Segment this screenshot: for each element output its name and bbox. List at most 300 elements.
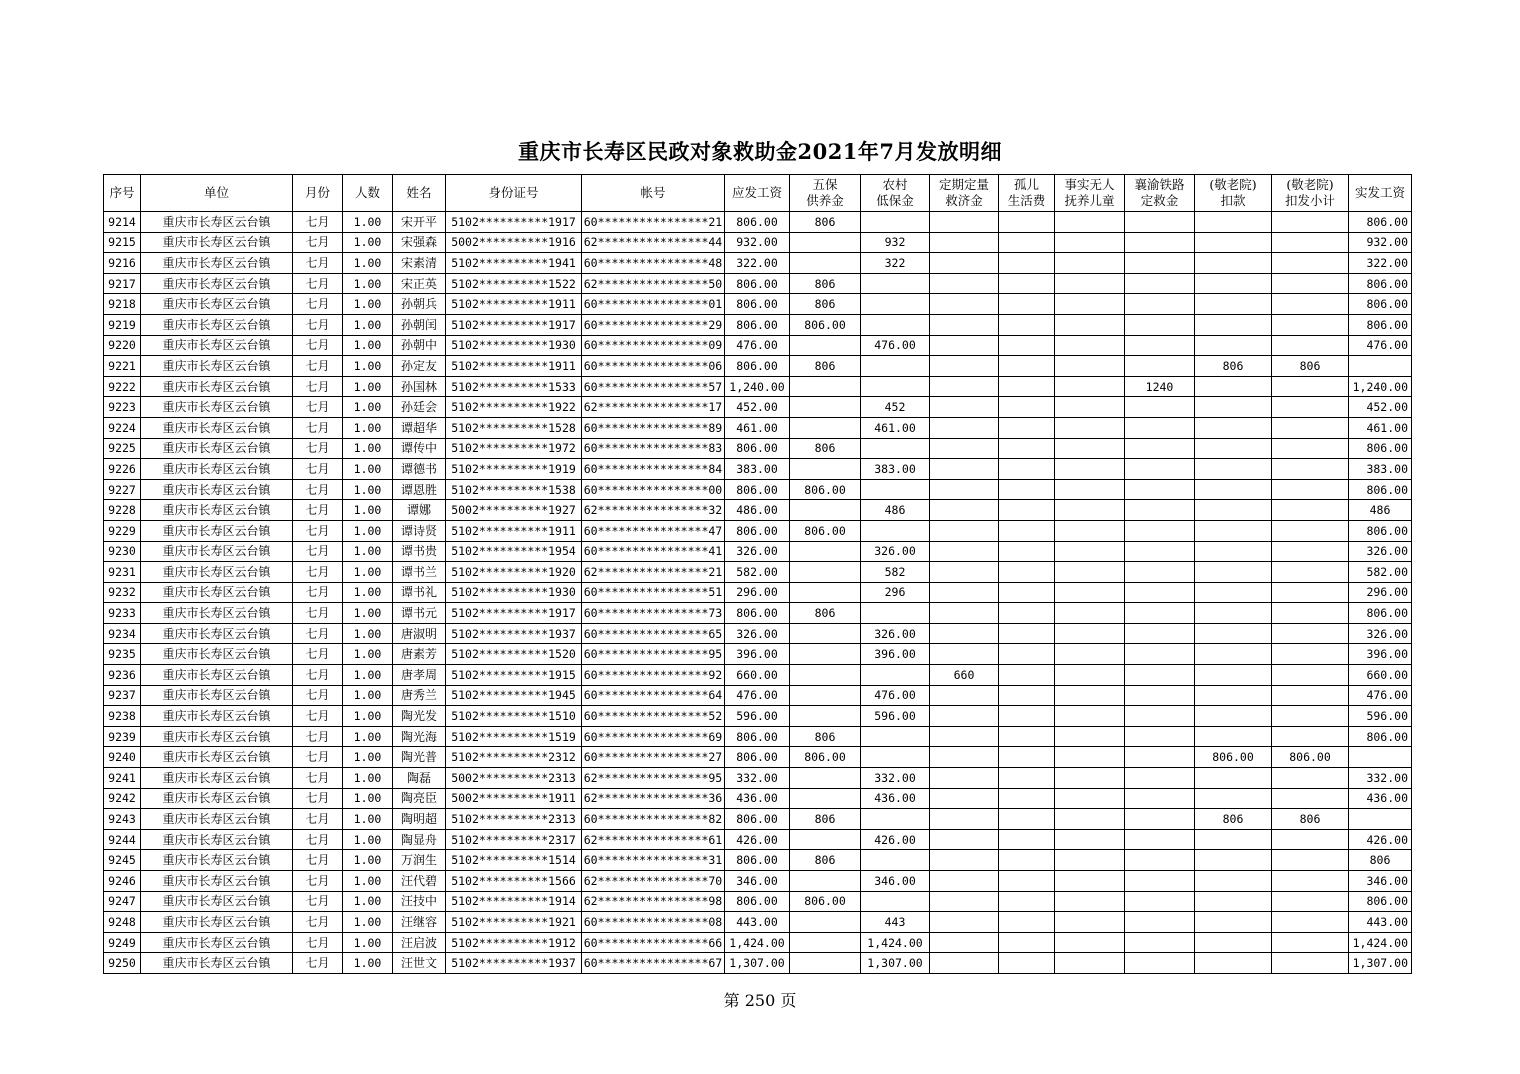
table-row: [104, 562, 1412, 583]
cell-nursing-deduction: 806: [1195, 356, 1272, 377]
cell-net-pay: 346.00: [1349, 871, 1412, 892]
cell-id-number: 5002**********1916: [446, 232, 582, 253]
cell-wubao: 806: [790, 356, 861, 377]
cell-orphan: [999, 582, 1055, 603]
cell-seq: 9229: [104, 520, 141, 541]
cell-nursing-deduction: [1195, 953, 1272, 974]
table-row: [104, 871, 1412, 892]
header-regular-relief: [930, 175, 999, 212]
table-row: [104, 809, 1412, 830]
cell-railway-relief: [1125, 253, 1195, 274]
header-text: 事实无人: [1064, 177, 1115, 192]
cell-dibao: 476.00: [861, 685, 930, 706]
cell-id-number: 5102**********1538: [446, 479, 582, 500]
cell-unit: 重庆市长寿区云台镇: [141, 891, 293, 912]
cell-unit: 重庆市长寿区云台镇: [141, 747, 293, 768]
cell-nursing-deduction: [1195, 582, 1272, 603]
cell-unit: 重庆市长寿区云台镇: [141, 273, 293, 294]
cell-wubao: [790, 541, 861, 562]
cell-dibao: 383.00: [861, 459, 930, 480]
cell-net-pay: 932.00: [1349, 232, 1412, 253]
cell-dibao: 476.00: [861, 335, 930, 356]
cell-count: 1.00: [343, 397, 393, 418]
cell-nursing-subtotal: [1272, 438, 1349, 459]
table-row: [104, 685, 1412, 706]
cell-regular-relief: [930, 912, 999, 933]
cell-railway-relief: [1125, 520, 1195, 541]
cell-regular-relief: [930, 294, 999, 315]
cell-dibao: 443: [861, 912, 930, 933]
cell-regular-relief: [930, 314, 999, 335]
cell-railway-relief: [1125, 438, 1195, 459]
cell-orphan: [999, 706, 1055, 727]
cell-dibao: [861, 850, 930, 871]
cell-orphan: [999, 603, 1055, 624]
cell-gross-pay: 806.00: [725, 520, 790, 541]
cell-name: 谭超华: [393, 417, 446, 438]
cell-account: 60****************83: [582, 438, 725, 459]
cell-regular-relief: [930, 335, 999, 356]
cell-seq: 9228: [104, 500, 141, 521]
header-name: [393, 175, 446, 212]
cell-nursing-deduction: [1195, 706, 1272, 727]
cell-seq: 9246: [104, 871, 141, 892]
cell-nursing-deduction: [1195, 541, 1272, 562]
cell-id-number: 5102**********1945: [446, 685, 582, 706]
cell-name: 孙朝闰: [393, 314, 446, 335]
cell-dibao: [861, 891, 930, 912]
cell-regular-relief: [930, 520, 999, 541]
cell-id-number: 5102**********2312: [446, 747, 582, 768]
cell-account: 60****************52: [582, 706, 725, 727]
cell-unsupported-children: [1055, 253, 1125, 274]
header-text: 五保: [812, 177, 838, 192]
cell-unit: 重庆市长寿区云台镇: [141, 253, 293, 274]
cell-net-pay: 383.00: [1349, 459, 1412, 480]
cell-id-number: 5102**********1519: [446, 726, 582, 747]
cell-month: 七月: [293, 603, 343, 624]
cell-nursing-subtotal: [1272, 644, 1349, 665]
cell-regular-relief: 660: [930, 665, 999, 686]
cell-count: 1.00: [343, 932, 393, 953]
cell-name: 万润生: [393, 850, 446, 871]
cell-id-number: 5102**********1522: [446, 273, 582, 294]
cell-count: 1.00: [343, 232, 393, 253]
cell-nursing-subtotal: [1272, 871, 1349, 892]
cell-unsupported-children: [1055, 788, 1125, 809]
cell-unit: 重庆市长寿区云台镇: [141, 850, 293, 871]
cell-count: 1.00: [343, 356, 393, 377]
cell-name: 谭德书: [393, 459, 446, 480]
cell-name: 汪代碧: [393, 871, 446, 892]
cell-id-number: 5102**********1912: [446, 932, 582, 953]
header-gross-pay: [725, 175, 790, 212]
document-title: 重庆市长寿区民政对象救助金2021年7月发放明细: [517, 139, 1003, 164]
cell-wubao: 806.00: [790, 479, 861, 500]
cell-month: 七月: [293, 665, 343, 686]
table-row: [104, 459, 1412, 480]
cell-seq: 9227: [104, 479, 141, 500]
header-text: (敬老院): [1286, 177, 1334, 192]
cell-wubao: [790, 582, 861, 603]
cell-railway-relief: [1125, 212, 1195, 233]
cell-orphan: [999, 644, 1055, 665]
cell-nursing-subtotal: [1272, 891, 1349, 912]
cell-dibao: [861, 356, 930, 377]
table-row: [104, 829, 1412, 850]
cell-nursing-deduction: [1195, 932, 1272, 953]
cell-account: 60****************41: [582, 541, 725, 562]
header-text: 单位: [203, 185, 229, 200]
cell-count: 1.00: [343, 582, 393, 603]
cell-unsupported-children: [1055, 891, 1125, 912]
table-row: [104, 500, 1412, 521]
cell-month: 七月: [293, 685, 343, 706]
cell-wubao: 806.00: [790, 314, 861, 335]
cell-name: 陶亮臣: [393, 788, 446, 809]
cell-id-number: 5102**********1917: [446, 212, 582, 233]
cell-account: 60****************01: [582, 294, 725, 315]
cell-count: 1.00: [343, 335, 393, 356]
cell-id-number: 5102**********1922: [446, 397, 582, 418]
cell-month: 七月: [293, 871, 343, 892]
header-text: 定救金: [1140, 193, 1179, 208]
cell-regular-relief: [930, 747, 999, 768]
cell-id-number: 5102**********1941: [446, 253, 582, 274]
cell-gross-pay: 346.00: [725, 871, 790, 892]
cell-orphan: [999, 500, 1055, 521]
cell-unit: 重庆市长寿区云台镇: [141, 314, 293, 335]
cell-nursing-subtotal: [1272, 479, 1349, 500]
cell-orphan: [999, 850, 1055, 871]
cell-gross-pay: 806.00: [725, 747, 790, 768]
cell-railway-relief: [1125, 623, 1195, 644]
cell-nursing-deduction: [1195, 376, 1272, 397]
cell-railway-relief: [1125, 953, 1195, 974]
header-count: [343, 175, 393, 212]
cell-net-pay: 326.00: [1349, 623, 1412, 644]
cell-name: 孙国林: [393, 376, 446, 397]
cell-dibao: [861, 294, 930, 315]
cell-nursing-deduction: [1195, 788, 1272, 809]
cell-railway-relief: [1125, 562, 1195, 583]
cell-unsupported-children: [1055, 273, 1125, 294]
cell-wubao: [790, 459, 861, 480]
cell-unsupported-children: [1055, 603, 1125, 624]
cell-id-number: 5102**********1533: [446, 376, 582, 397]
cell-unsupported-children: [1055, 644, 1125, 665]
cell-seq: 9247: [104, 891, 141, 912]
cell-seq: 9239: [104, 726, 141, 747]
header-text: 供养金: [806, 193, 844, 208]
cell-count: 1.00: [343, 891, 393, 912]
cell-regular-relief: [930, 356, 999, 377]
cell-net-pay: 806.00: [1349, 273, 1412, 294]
header-row: [104, 175, 1412, 212]
cell-name: 谭书贵: [393, 541, 446, 562]
table-row: [104, 932, 1412, 953]
cell-name: 汪继容: [393, 912, 446, 933]
cell-railway-relief: [1125, 809, 1195, 830]
table-row: [104, 335, 1412, 356]
cell-account: 60****************27: [582, 747, 725, 768]
cell-name: 谭书元: [393, 603, 446, 624]
cell-id-number: 5102**********1920: [446, 562, 582, 583]
cell-account: 60****************57: [582, 376, 725, 397]
cell-id-number: 5002**********1927: [446, 500, 582, 521]
cell-nursing-deduction: [1195, 232, 1272, 253]
cell-unsupported-children: [1055, 459, 1125, 480]
cell-railway-relief: [1125, 788, 1195, 809]
cell-regular-relief: [930, 788, 999, 809]
cell-net-pay: 436.00: [1349, 788, 1412, 809]
cell-month: 七月: [293, 335, 343, 356]
cell-unsupported-children: [1055, 417, 1125, 438]
table-row: [104, 582, 1412, 603]
cell-nursing-subtotal: [1272, 953, 1349, 974]
cell-nursing-subtotal: [1272, 417, 1349, 438]
cell-dibao: 1,307.00: [861, 953, 930, 974]
cell-seq: 9240: [104, 747, 141, 768]
header-wubao: [790, 175, 861, 212]
cell-id-number: 5102**********1930: [446, 582, 582, 603]
cell-wubao: [790, 788, 861, 809]
cell-net-pay: 332.00: [1349, 768, 1412, 789]
cell-net-pay: 806.00: [1349, 603, 1412, 624]
cell-wubao: [790, 768, 861, 789]
cell-nursing-deduction: [1195, 623, 1272, 644]
cell-nursing-deduction: [1195, 603, 1272, 624]
cell-unsupported-children: [1055, 294, 1125, 315]
cell-orphan: [999, 932, 1055, 953]
cell-gross-pay: 452.00: [725, 397, 790, 418]
cell-seq: 9224: [104, 417, 141, 438]
cell-nursing-deduction: [1195, 912, 1272, 933]
header-text: 抚养儿童: [1064, 193, 1115, 208]
cell-orphan: [999, 520, 1055, 541]
cell-regular-relief: [930, 809, 999, 830]
cell-account: 62****************98: [582, 891, 725, 912]
cell-account: 62****************17: [582, 397, 725, 418]
cell-net-pay: 322.00: [1349, 253, 1412, 274]
cell-regular-relief: [930, 706, 999, 727]
cell-nursing-deduction: [1195, 562, 1272, 583]
cell-seq: 9220: [104, 335, 141, 356]
cell-month: 七月: [293, 644, 343, 665]
cell-wubao: [790, 335, 861, 356]
cell-nursing-subtotal: [1272, 912, 1349, 933]
cell-net-pay: 396.00: [1349, 644, 1412, 665]
cell-regular-relief: [930, 829, 999, 850]
cell-regular-relief: [930, 273, 999, 294]
cell-count: 1.00: [343, 541, 393, 562]
cell-wubao: [790, 644, 861, 665]
cell-name: 陶光海: [393, 726, 446, 747]
cell-unit: 重庆市长寿区云台镇: [141, 603, 293, 624]
table-row: [104, 273, 1412, 294]
cell-count: 1.00: [343, 768, 393, 789]
cell-net-pay: 476.00: [1349, 685, 1412, 706]
cell-id-number: 5102**********1528: [446, 417, 582, 438]
cell-count: 1.00: [343, 212, 393, 233]
cell-count: 1.00: [343, 500, 393, 521]
cell-account: 60****************95: [582, 644, 725, 665]
cell-nursing-deduction: [1195, 850, 1272, 871]
cell-gross-pay: 806.00: [725, 438, 790, 459]
cell-unsupported-children: [1055, 232, 1125, 253]
cell-gross-pay: 806.00: [725, 850, 790, 871]
cell-net-pay: 426.00: [1349, 829, 1412, 850]
cell-net-pay: 806.00: [1349, 294, 1412, 315]
table-row: [104, 376, 1412, 397]
relief-payment-table: [103, 174, 1412, 974]
cell-wubao: [790, 932, 861, 953]
cell-nursing-deduction: [1195, 417, 1272, 438]
cell-unit: 重庆市长寿区云台镇: [141, 912, 293, 933]
cell-regular-relief: [930, 479, 999, 500]
cell-unit: 重庆市长寿区云台镇: [141, 932, 293, 953]
cell-id-number: 5102**********1937: [446, 953, 582, 974]
cell-id-number: 5102**********1915: [446, 665, 582, 686]
cell-railway-relief: [1125, 850, 1195, 871]
cell-count: 1.00: [343, 520, 393, 541]
cell-wubao: [790, 376, 861, 397]
cell-nursing-subtotal: 806: [1272, 356, 1349, 377]
cell-net-pay: 806.00: [1349, 314, 1412, 335]
cell-seq: 9241: [104, 768, 141, 789]
cell-regular-relief: [930, 685, 999, 706]
cell-count: 1.00: [343, 809, 393, 830]
cell-orphan: [999, 665, 1055, 686]
header-text: 应发工资: [731, 185, 782, 200]
cell-unsupported-children: [1055, 932, 1125, 953]
cell-name: 孙廷会: [393, 397, 446, 418]
cell-seq: 9226: [104, 459, 141, 480]
cell-account: 60****************64: [582, 685, 725, 706]
cell-nursing-deduction: [1195, 314, 1272, 335]
cell-count: 1.00: [343, 603, 393, 624]
table-row: [104, 665, 1412, 686]
cell-unit: 重庆市长寿区云台镇: [141, 871, 293, 892]
cell-account: 60****************82: [582, 809, 725, 830]
cell-month: 七月: [293, 623, 343, 644]
cell-month: 七月: [293, 850, 343, 871]
cell-name: 唐孝周: [393, 665, 446, 686]
cell-count: 1.00: [343, 459, 393, 480]
cell-dibao: 322: [861, 253, 930, 274]
cell-dibao: 486: [861, 500, 930, 521]
cell-seq: 9214: [104, 212, 141, 233]
cell-orphan: [999, 232, 1055, 253]
cell-nursing-subtotal: [1272, 665, 1349, 686]
cell-unit: 重庆市长寿区云台镇: [141, 459, 293, 480]
cell-net-pay: 486: [1349, 500, 1412, 521]
cell-unsupported-children: [1055, 582, 1125, 603]
cell-net-pay: 326.00: [1349, 541, 1412, 562]
cell-nursing-subtotal: [1272, 623, 1349, 644]
table-row: [104, 212, 1412, 233]
cell-regular-relief: [930, 253, 999, 274]
cell-count: 1.00: [343, 562, 393, 583]
cell-railway-relief: [1125, 314, 1195, 335]
cell-regular-relief: [930, 726, 999, 747]
cell-orphan: [999, 768, 1055, 789]
header-text: 人数: [354, 185, 380, 200]
cell-orphan: [999, 562, 1055, 583]
cell-unit: 重庆市长寿区云台镇: [141, 520, 293, 541]
cell-gross-pay: 806.00: [725, 356, 790, 377]
cell-seq: 9243: [104, 809, 141, 830]
cell-name: 陶磊: [393, 768, 446, 789]
header-text: 月份: [304, 185, 330, 200]
cell-name: 谭恩胜: [393, 479, 446, 500]
cell-nursing-deduction: [1195, 871, 1272, 892]
table-row: [104, 438, 1412, 459]
cell-nursing-subtotal: [1272, 273, 1349, 294]
cell-month: 七月: [293, 212, 343, 233]
cell-count: 1.00: [343, 912, 393, 933]
cell-unsupported-children: [1055, 562, 1125, 583]
cell-count: 1.00: [343, 479, 393, 500]
cell-wubao: [790, 829, 861, 850]
cell-unsupported-children: [1055, 706, 1125, 727]
cell-wubao: 806: [790, 438, 861, 459]
cell-nursing-subtotal: [1272, 459, 1349, 480]
cell-orphan: [999, 335, 1055, 356]
cell-account: 62****************21: [582, 562, 725, 583]
header-railway-relief: [1125, 175, 1195, 212]
cell-account: 60****************66: [582, 932, 725, 953]
cell-nursing-deduction: [1195, 335, 1272, 356]
cell-nursing-subtotal: [1272, 520, 1349, 541]
cell-name: 谭书兰: [393, 562, 446, 583]
cell-nursing-subtotal: 806: [1272, 809, 1349, 830]
cell-dibao: 452: [861, 397, 930, 418]
cell-id-number: 5102**********1914: [446, 891, 582, 912]
cell-unsupported-children: [1055, 809, 1125, 830]
cell-dibao: [861, 212, 930, 233]
cell-railway-relief: [1125, 479, 1195, 500]
cell-account: 60****************31: [582, 850, 725, 871]
cell-account: 60****************06: [582, 356, 725, 377]
cell-wubao: 806: [790, 294, 861, 315]
cell-month: 七月: [293, 294, 343, 315]
table-row: [104, 356, 1412, 377]
cell-net-pay: 660.00: [1349, 665, 1412, 686]
cell-id-number: 5102**********1917: [446, 603, 582, 624]
header-seq: [104, 175, 141, 212]
cell-count: 1.00: [343, 438, 393, 459]
cell-orphan: [999, 541, 1055, 562]
cell-seq: 9216: [104, 253, 141, 274]
cell-nursing-subtotal: [1272, 376, 1349, 397]
cell-dibao: [861, 314, 930, 335]
cell-month: 七月: [293, 314, 343, 335]
cell-railway-relief: [1125, 726, 1195, 747]
cell-orphan: [999, 912, 1055, 933]
cell-id-number: 5102**********1972: [446, 438, 582, 459]
cell-nursing-subtotal: [1272, 768, 1349, 789]
table-row: [104, 644, 1412, 665]
cell-nursing-deduction: [1195, 726, 1272, 747]
cell-count: 1.00: [343, 788, 393, 809]
cell-name: 宋正英: [393, 273, 446, 294]
cell-month: 七月: [293, 582, 343, 603]
cell-wubao: [790, 232, 861, 253]
cell-count: 1.00: [343, 253, 393, 274]
header-text: 扣发小计: [1284, 193, 1335, 208]
cell-unit: 重庆市长寿区云台镇: [141, 582, 293, 603]
